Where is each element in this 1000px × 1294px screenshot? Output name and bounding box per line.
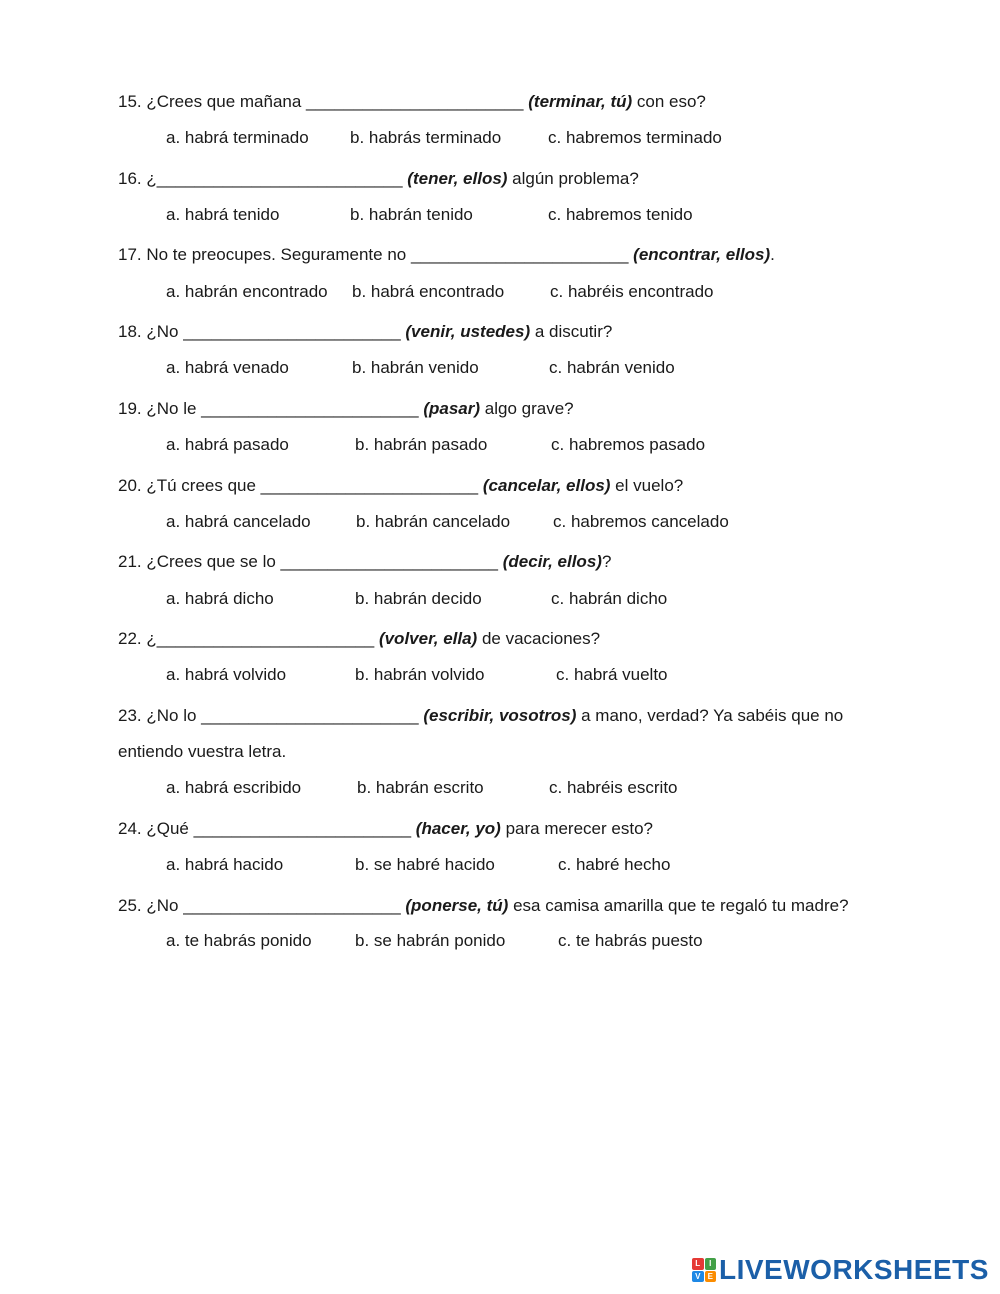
option-a[interactable]: a. habrá cancelado: [166, 512, 311, 531]
logo-mark-icon: [692, 1258, 716, 1282]
question-21: [118, 552, 611, 572]
option-b[interactable]: b. se habré hacido: [355, 855, 495, 874]
question-rest: algún problema?: [507, 169, 639, 188]
verb-hint: (escribir, vosotros): [423, 706, 577, 725]
option-c[interactable]: c. habremos tenido: [548, 205, 693, 224]
question-20: [118, 476, 683, 496]
question-23: [118, 706, 843, 726]
logo-mark-i: I: [705, 1258, 717, 1270]
option-c[interactable]: c. habréis encontrado: [550, 282, 714, 301]
verb-hint: (cancelar, ellos): [482, 476, 611, 495]
question-24: [118, 819, 653, 839]
question-23-continued: entiendo vuestra letra.: [118, 742, 287, 761]
verb-hint: (pasar): [423, 399, 481, 418]
question-prompt: 18. ¿No _______________________: [118, 322, 401, 341]
question-rest: esa camisa amarilla que te regaló tu madre?: [508, 896, 849, 915]
question-prompt: 20. ¿Tú crees que _______________________: [118, 476, 479, 495]
option-b[interactable]: b. habrán cancelado: [356, 512, 511, 531]
question-rest: ?: [601, 552, 612, 571]
question-prompt: 24. ¿Qué _______________________: [118, 819, 412, 838]
option-a[interactable]: a. habrá hacido: [166, 855, 284, 874]
logo-wordmark: LIVEWORKSHEETS: [719, 1254, 989, 1285]
question-25: [118, 896, 849, 916]
option-c[interactable]: c. habremos cancelado: [553, 512, 729, 531]
option-a[interactable]: a. habrá venado: [166, 358, 289, 377]
option-a[interactable]: a. habrá escribido: [166, 778, 302, 797]
option-b[interactable]: b. habrán volvido: [355, 665, 485, 684]
question-rest: el vuelo?: [610, 476, 684, 495]
option-a[interactable]: a. habrá terminado: [166, 128, 309, 147]
option-a[interactable]: a. habrán encontrado: [166, 282, 328, 301]
option-b[interactable]: b. habrá encontrado: [352, 282, 505, 301]
logo-mark-l: L: [692, 1258, 704, 1270]
option-b[interactable]: b. se habrán ponido: [355, 931, 506, 950]
question-rest: algo grave?: [480, 399, 574, 418]
question-rest: .: [770, 245, 775, 264]
question-15: [118, 92, 706, 112]
logo-mark-e: E: [705, 1271, 717, 1283]
option-c[interactable]: c. habremos pasado: [551, 435, 706, 454]
option-b[interactable]: b. habrán decido: [355, 589, 482, 608]
verb-hint: (venir, ustedes): [405, 322, 531, 341]
question-prompt: 19. ¿No le _______________________: [118, 399, 419, 418]
option-c[interactable]: c. habrá vuelto: [556, 665, 668, 684]
option-b[interactable]: b. habrán pasado: [355, 435, 488, 454]
verb-hint: (tener, ellos): [407, 169, 508, 188]
option-c[interactable]: c. habrán dicho: [551, 589, 668, 608]
question-prompt: 16. ¿__________________________: [118, 169, 403, 188]
question-22: [118, 629, 600, 649]
option-a[interactable]: a. habrá tenido: [166, 205, 280, 224]
option-c[interactable]: c. te habrás puesto: [558, 931, 703, 950]
question-rest: de vacaciones?: [477, 629, 601, 648]
verb-hint: (hacer, yo): [415, 819, 501, 838]
liveworksheets-logo: [692, 1255, 989, 1285]
question-rest: a mano, verdad? Ya sabéis que no: [576, 706, 844, 725]
question-prompt: 21. ¿Crees que se lo _______________________: [118, 552, 498, 571]
question-prompt: 23. ¿No lo _______________________: [118, 706, 419, 725]
option-a[interactable]: a. habrá volvido: [166, 665, 287, 684]
option-c[interactable]: c. habréis escrito: [549, 778, 678, 797]
question-rest: para merecer esto?: [500, 819, 653, 838]
option-c[interactable]: c. habremos terminado: [548, 128, 722, 147]
verb-hint: (decir, ellos): [502, 552, 602, 571]
question-19: [118, 399, 574, 419]
option-b[interactable]: b. habrás terminado: [350, 128, 502, 147]
logo-mark-v: V: [692, 1271, 704, 1283]
verb-hint: (terminar, tú): [528, 92, 633, 111]
question-16: [118, 169, 639, 189]
question-prompt: 22. ¿_______________________: [118, 629, 375, 648]
question-rest: a discutir?: [530, 322, 613, 341]
verb-hint: (ponerse, tú): [405, 896, 509, 915]
option-a[interactable]: a. te habrás ponido: [166, 931, 312, 950]
question-prompt: 15. ¿Crees que mañana _______________________: [118, 92, 524, 111]
option-b[interactable]: b. habrán escrito: [357, 778, 484, 797]
question-prompt: 25. ¿No _______________________: [118, 896, 401, 915]
question-17: [118, 245, 775, 265]
verb-hint: (volver, ella): [378, 629, 478, 648]
question-prompt: 17. No te preocupes. Seguramente no _______________________: [118, 245, 629, 264]
option-c[interactable]: c. habré hecho: [558, 855, 671, 874]
option-b[interactable]: b. habrán tenido: [350, 205, 473, 224]
question-rest: con eso?: [632, 92, 706, 111]
option-a[interactable]: a. habrá pasado: [166, 435, 289, 454]
option-a[interactable]: a. habrá dicho: [166, 589, 274, 608]
option-b[interactable]: b. habrán venido: [352, 358, 479, 377]
option-c[interactable]: c. habrán venido: [549, 358, 675, 377]
verb-hint: (encontrar, ellos): [633, 245, 771, 264]
question-18: [118, 322, 612, 342]
